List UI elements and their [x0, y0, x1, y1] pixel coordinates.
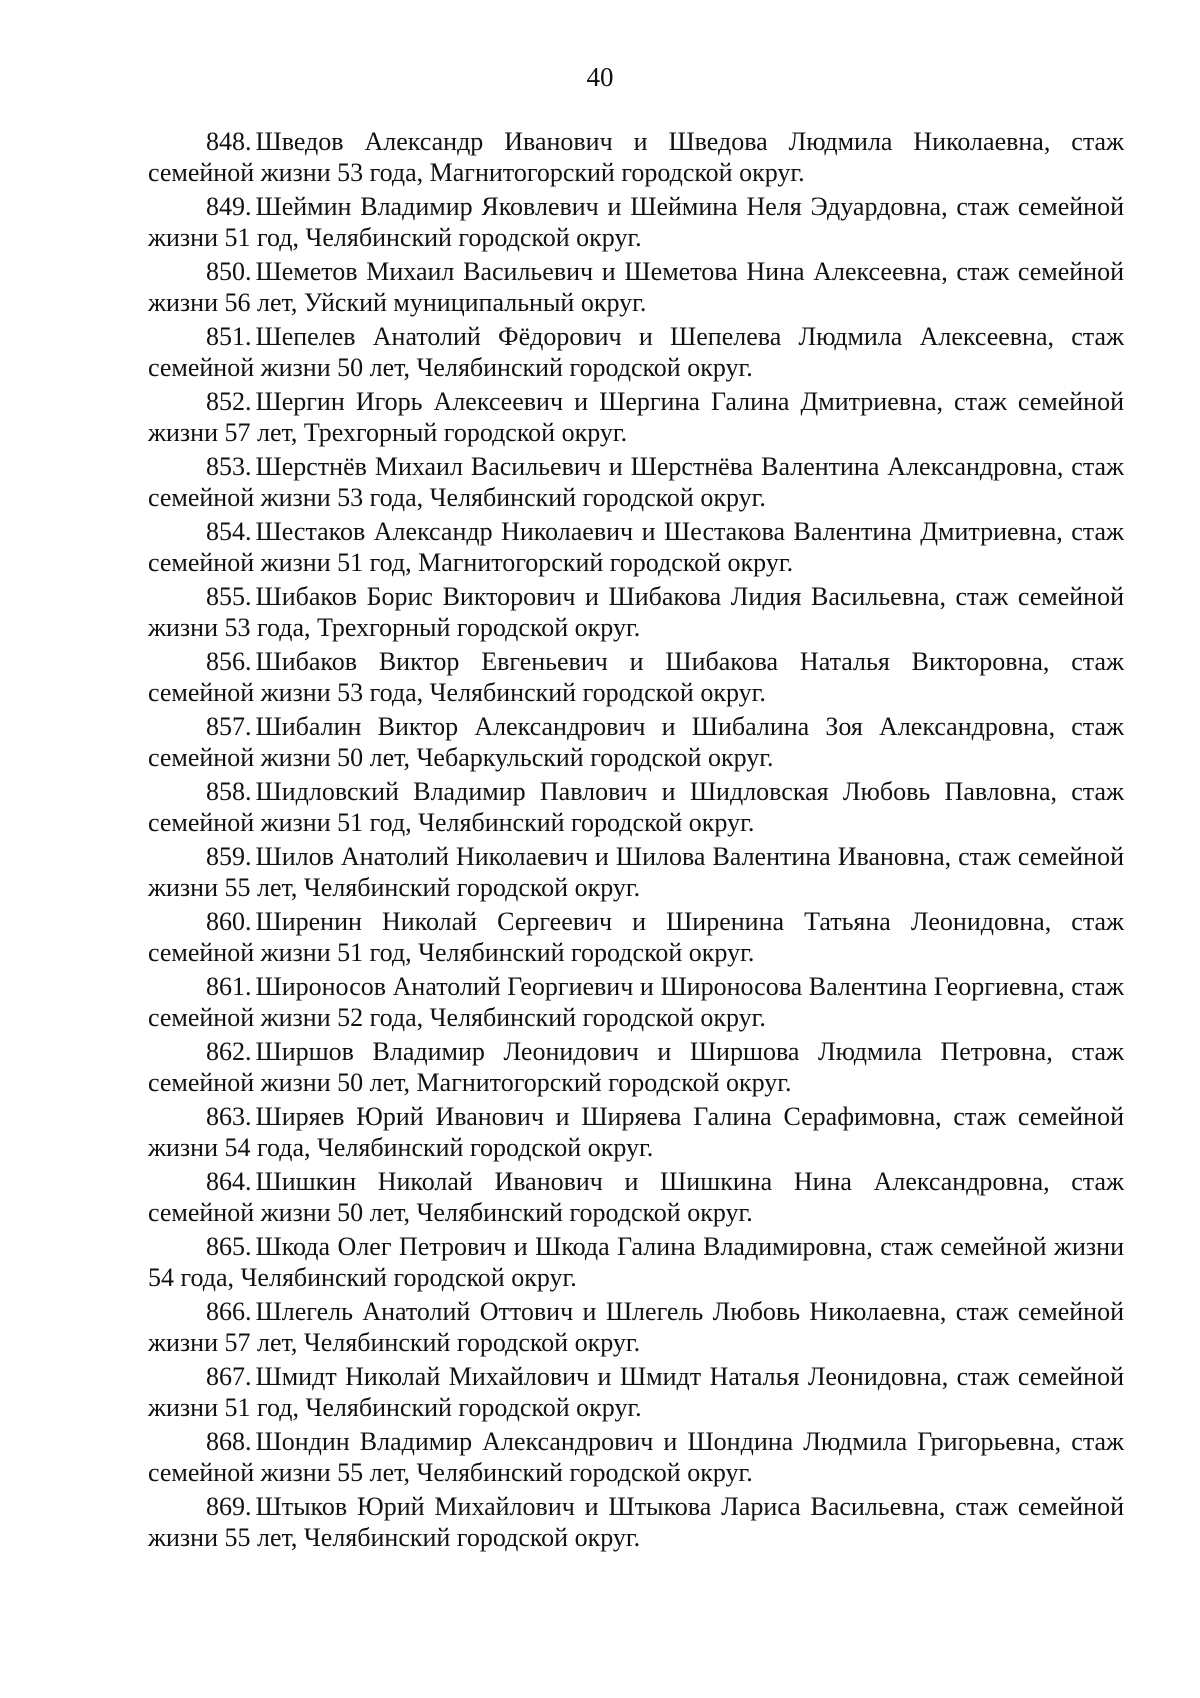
list-item [148, 1036, 1124, 1098]
entry-number: 865. [206, 1232, 252, 1261]
entry-text: Шергин Игорь Алексеевич и Шергина Галина Дмитриевна, стаж семейной жизни 57 лет, Трехгорный городской округ. [148, 387, 1124, 447]
entry-number: 861. [206, 972, 252, 1001]
entry-text: Шерстнёв Михаил Васильевич и Шерстнёва Валентина Александровна, стаж семейной жизни 53 года, Челябинский городской округ. [148, 452, 1124, 512]
entry-text: Штыков Юрий Михайлович и Штыкова Лариса Васильевна, стаж семейной жизни 55 лет, Челябинский городской округ. [148, 1492, 1124, 1552]
list-item [148, 451, 1124, 513]
list-item [148, 256, 1124, 318]
list-item [148, 646, 1124, 708]
entry-number: 867. [206, 1362, 252, 1391]
list-item [148, 191, 1124, 253]
entry-number: 848. [206, 127, 252, 156]
entry-text: Ширшов Владимир Леонидович и Ширшова Людмила Петровна, стаж семейной жизни 50 лет, Магнитогорский городской округ. [148, 1037, 1124, 1097]
page-number: 40 [586, 62, 614, 92]
entry-number: 856. [206, 647, 252, 676]
entry-number: 863. [206, 1102, 252, 1131]
list-item [148, 516, 1124, 578]
entry-number: 850. [206, 257, 252, 286]
list-item [148, 841, 1124, 903]
entry-text: Шепелев Анатолий Фёдорович и Шепелева Людмила Алексеевна, стаж семейной жизни 50 лет, Челябинский городской округ. [148, 322, 1124, 382]
list-item [148, 1296, 1124, 1358]
list-item [148, 321, 1124, 383]
entry-text: Шестаков Александр Николаевич и Шестакова Валентина Дмитриевна, стаж семейной жизни 51 год, Магнитогорский городской округ. [148, 517, 1124, 577]
entry-text: Широносов Анатолий Георгиевич и Широносова Валентина Георгиевна, стаж семейной жизни 52 года, Челябинский городской округ. [148, 972, 1124, 1032]
list-item [148, 126, 1124, 188]
list-item [148, 776, 1124, 838]
entry-text: Шишкин Николай Иванович и Шишкина Нина Александровна, стаж семейной жизни 50 лет, Челябинский городской округ. [148, 1167, 1124, 1227]
entry-text: Шведов Александр Иванович и Шведова Людмила Николаевна, стаж семейной жизни 53 года, Магнитогорский городской округ. [148, 127, 1124, 187]
entry-number: 852. [206, 387, 252, 416]
entry-text: Шкода Олег Петрович и Шкода Галина Владимировна, стаж семейной жизни 54 года, Челябинский городской округ. [148, 1232, 1124, 1292]
entry-text: Шеймин Владимир Яковлевич и Шеймина Неля Эдуардовна, стаж семейной жизни 51 год, Челябинский городской округ. [148, 192, 1124, 252]
entry-number: 855. [206, 582, 252, 611]
entry-text: Шибаков Виктор Евгеньевич и Шибакова Наталья Викторовна, стаж семейной жизни 53 года, Челябинский городской округ. [148, 647, 1124, 707]
entry-number: 866. [206, 1297, 252, 1326]
entry-text: Шибаков Борис Викторович и Шибакова Лидия Васильевна, стаж семейной жизни 53 года, Трехгорный городской округ. [148, 582, 1124, 642]
entry-number: 864. [206, 1167, 252, 1196]
list-item [148, 386, 1124, 448]
list-item [148, 1166, 1124, 1228]
entry-number: 853. [206, 452, 252, 481]
list-item [148, 971, 1124, 1033]
entry-number: 849. [206, 192, 252, 221]
list-item [148, 1231, 1124, 1293]
entry-text: Ширяев Юрий Иванович и Ширяева Галина Серафимовна, стаж семейной жизни 54 года, Челябинский городской округ. [148, 1102, 1124, 1162]
entry-text: Шидловский Владимир Павлович и Шидловская Любовь Павловна, стаж семейной жизни 51 год, Челябинский городской округ. [148, 777, 1124, 837]
entry-number: 868. [206, 1427, 252, 1456]
entry-text: Ширенин Николай Сергеевич и Ширенина Татьяна Леонидовна, стаж семейной жизни 51 год, Челябинский городской округ. [148, 907, 1124, 967]
list-item [148, 1426, 1124, 1488]
entry-number: 869. [206, 1492, 252, 1521]
entry-text: Шибалин Виктор Александрович и Шибалина Зоя Александровна, стаж семейной жизни 50 лет, Чебаркульский городской округ. [148, 712, 1124, 772]
list-item [148, 1491, 1124, 1553]
entry-number: 857. [206, 712, 252, 741]
entry-text: Шеметов Михаил Васильевич и Шеметова Нина Алексеевна, стаж семейной жизни 56 лет, Уйский муниципальный округ. [148, 257, 1124, 317]
list-item [148, 711, 1124, 773]
list-item [148, 906, 1124, 968]
entry-text: Шмидт Николай Михайлович и Шмидт Наталья Леонидовна, стаж семейной жизни 51 год, Челябинский городской округ. [148, 1362, 1124, 1422]
entry-number: 859. [206, 842, 252, 871]
entry-text: Шондин Владимир Александрович и Шондина Людмила Григорьевна, стаж семейной жизни 55 лет, Челябинский городской округ. [148, 1427, 1124, 1487]
entry-number: 862. [206, 1037, 252, 1066]
entry-text: Шилов Анатолий Николаевич и Шилова Валентина Ивановна, стаж семейной жизни 55 лет, Челябинский городской округ. [148, 842, 1124, 902]
list-item [148, 581, 1124, 643]
entry-number: 854. [206, 517, 252, 546]
entry-number: 860. [206, 907, 252, 936]
entry-text: Шлегель Анатолий Оттович и Шлегель Любовь Николаевна, стаж семейной жизни 57 лет, Челябинский городской округ. [148, 1297, 1124, 1357]
list-item [148, 1101, 1124, 1163]
entry-number: 851. [206, 322, 252, 351]
entry-list [148, 126, 1124, 1556]
list-item [148, 1361, 1124, 1423]
entry-number: 858. [206, 777, 252, 806]
